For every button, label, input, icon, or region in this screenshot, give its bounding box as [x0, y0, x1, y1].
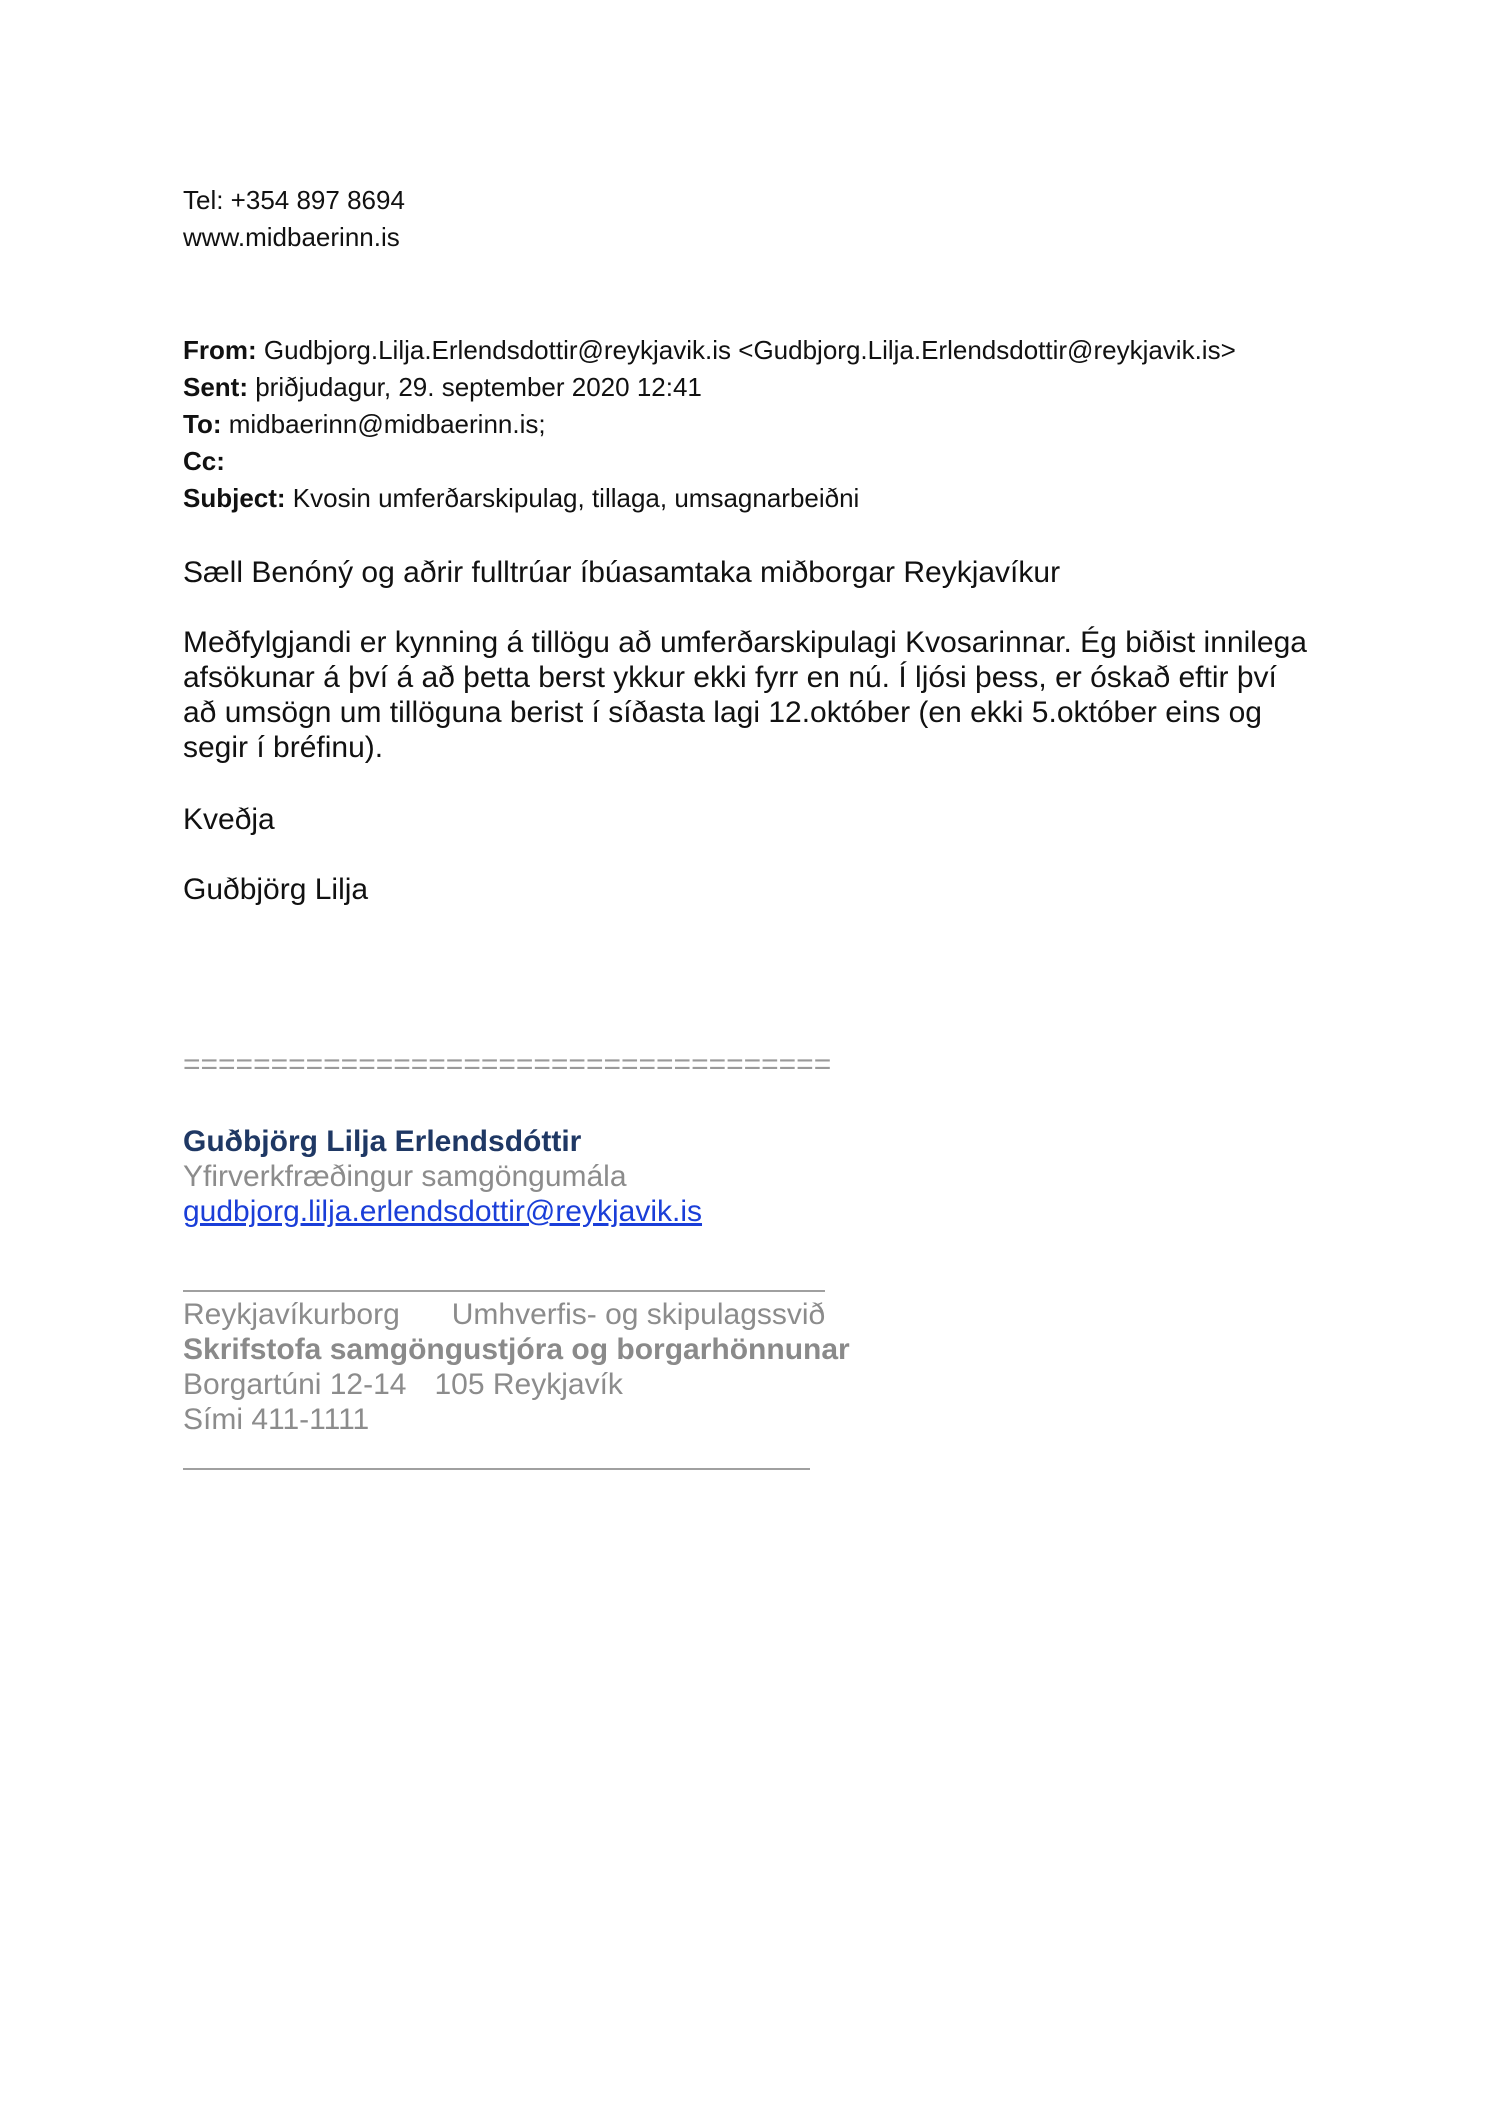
subject-label: Subject: [183, 483, 286, 513]
to-value: midbaerinn@midbaerinn.is; [221, 409, 546, 439]
header-from [183, 332, 1236, 369]
header-sent [183, 369, 1236, 406]
sent-value: þriðjudagur, 29. september 2020 12:41 [248, 372, 702, 402]
signature-separator: ===================================== [183, 1048, 832, 1081]
body-line: afsökunar á því á að þetta berst ykkur ekki fyrr en nú. Í ljósi þess, er óskað eftir því [183, 661, 1277, 694]
to-label: To: [183, 409, 222, 439]
signature-title: Yfirverkfræðingur samgöngumála [183, 1160, 627, 1193]
org-division: Umhverfis- og skipulagssvið [451, 1298, 826, 1331]
org-city: Reykjavíkurborg [183, 1298, 400, 1331]
from-label: From: [183, 335, 257, 365]
closing: Kveðja [183, 803, 275, 836]
address-street: Borgartúni 12-14 [183, 1368, 407, 1401]
body-line: að umsögn um tillöguna berist í síðasta lagi 12.október (en ekki 5.október eins og [183, 696, 1262, 729]
signature-name: Guðbjörg Lilja Erlendsdóttir [183, 1125, 582, 1158]
greeting: Sæll Benóný og aðrir fulltrúar íbúasamtaka miðborgar Reykjavíkur [183, 556, 1061, 589]
body-line: segir í bréfinu). [183, 731, 384, 764]
sent-label: Sent: [183, 372, 248, 402]
org-office: Skrifstofa samgöngustjóra og borgarhönnunar [183, 1333, 850, 1366]
signer-first-name: Guðbjörg Lilja [183, 873, 369, 906]
divider-bottom [183, 1468, 810, 1470]
subject-value: Kvosin umferðarskipulag, tillaga, umsagnarbeiðni [285, 483, 860, 513]
body-paragraph [183, 625, 1363, 765]
divider-top [183, 1290, 825, 1292]
email-header [183, 332, 1236, 517]
from-value: Gudbjorg.Lilja.Erlendsdottir@reykjavik.is <Gudbjorg.Lilja.Erlendsdottir@reykjavik.is> [256, 335, 1236, 365]
body-line: Meðfylgjandi er kynning á tillögu að umferðarskipulagi Kvosarinnar. Ég biðist innilega [183, 626, 1307, 659]
contact-tel: Tel: +354 897 8694 [183, 185, 405, 215]
org-line [183, 1297, 850, 1332]
contact-website: www.midbaerinn.is [183, 222, 400, 252]
header-cc [183, 443, 1236, 480]
signature-email-link[interactable]: gudbjorg.lilja.erlendsdottir@reykjavik.is [183, 1195, 703, 1228]
contact-block [183, 182, 405, 256]
org-phone: Sími 411-1111 [183, 1403, 370, 1436]
address-line [183, 1367, 850, 1402]
header-to [183, 406, 1236, 443]
cc-label: Cc: [183, 446, 225, 476]
address-city: 105 Reykjavík [434, 1368, 623, 1401]
header-subject [183, 480, 1236, 517]
organization-block [183, 1297, 850, 1437]
